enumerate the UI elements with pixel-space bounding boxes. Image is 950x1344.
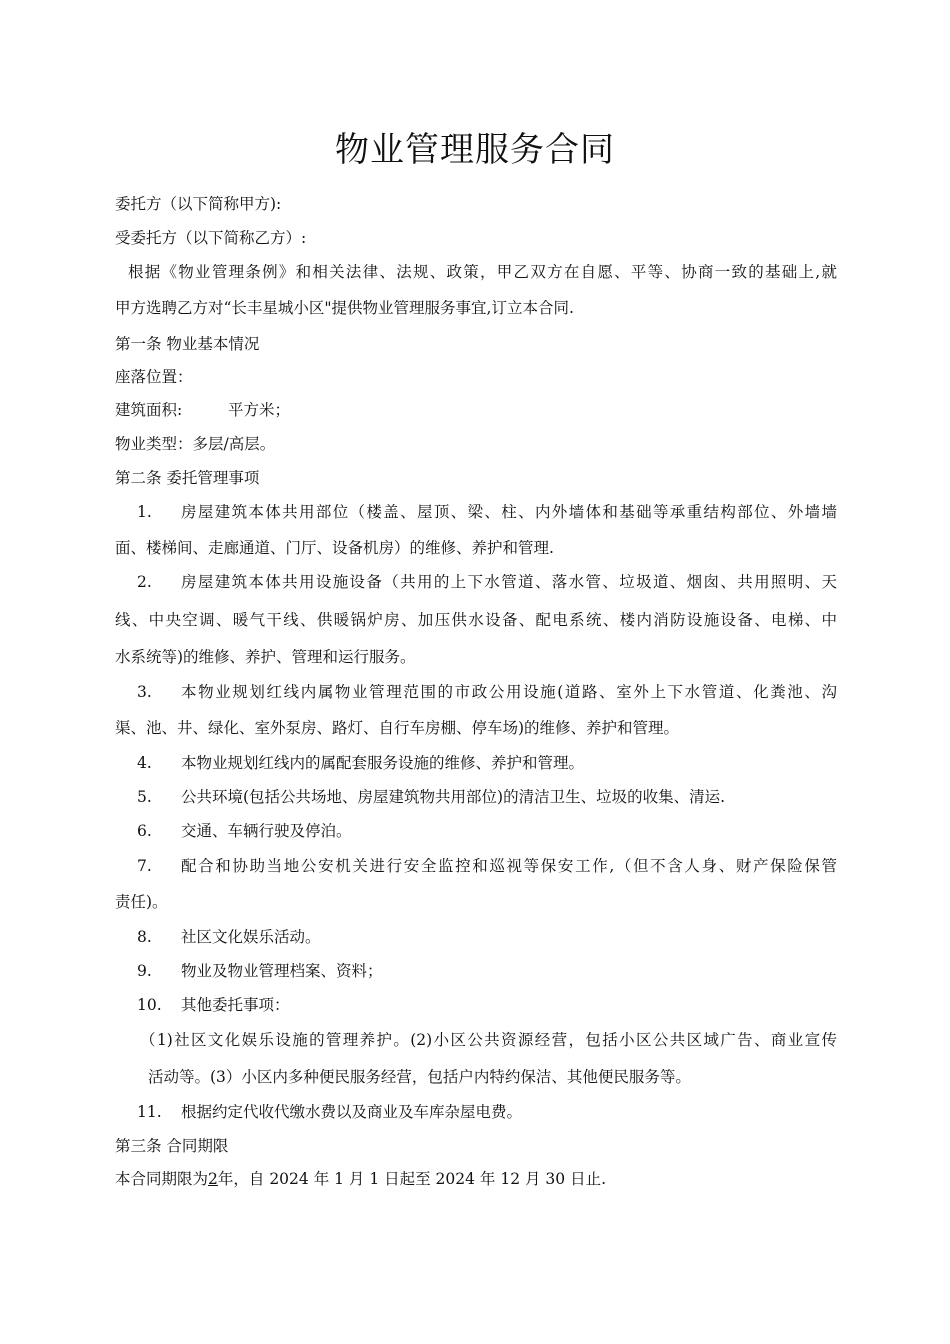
item-text: 房屋建筑本体共用部位（楼盖、屋顶、梁、柱、内外墙体和基础等承重结构部位、外墙墙 — [181, 503, 837, 521]
term-years: 2 — [208, 1170, 218, 1188]
article-1-heading: 第一条 物业基本情况 — [115, 335, 260, 353]
article-2-heading: 第二条 委托管理事项 — [115, 469, 260, 487]
item-text: 公共环境(包括公共场地、房屋建筑物共用部位)的清洁卫生、垃圾的收集、清运. — [181, 788, 726, 806]
party-b-line: 受委托方（以下简称乙方）: — [115, 229, 307, 247]
item-text: 本物业规划红线内属物业管理范围的市政公用设施(道路、室外上下水管道、化粪池、沟 — [181, 683, 837, 701]
item-text: 根据约定代收代缴水费以及商业及车库杂屋电费。 — [181, 1103, 523, 1121]
item-number: 5. — [137, 788, 152, 806]
area-label: 建筑面积: — [115, 401, 183, 419]
preamble-line-2: 甲方选聘乙方对“长丰星城小区"提供物业管理服务事宜,订立本合同. — [115, 299, 574, 317]
article-3-heading: 第三条 合同期限 — [115, 1137, 229, 1155]
term-line — [115, 1168, 606, 1190]
item-text: 配合和协助当地公安机关进行安全监控和巡视等保安工作,（但不含人身、财产保险保管 — [181, 857, 837, 875]
item-text: 本物业规划红线内的属配套服务设施的维修、养护和管理。 — [181, 754, 585, 772]
item-number: 7. — [137, 857, 152, 875]
item-text-continued: 面、楼梯间、走廊通道、门厅、设备机房）的维修、养护和管理. — [115, 539, 554, 557]
item-text: 物业及物业管理档案、资料； — [181, 962, 383, 980]
item-number: 2. — [137, 573, 152, 591]
item-text-continued: 水系统等)的维修、养护、管理和运行服务。 — [115, 648, 416, 666]
item-subtext: （1)社区文化娱乐设施的管理养护。(2)小区公共资源经营，包括小区公共区域广告、商业宣传 — [140, 1031, 837, 1049]
area-unit: 平方米； — [228, 401, 291, 419]
item-number: 8. — [137, 928, 152, 946]
party-a-line: 委托方（以下简称甲方): — [115, 195, 282, 213]
term-suffix: 年，自 2024 年 1 月 1 日起至 2024 年 12 月 30 日止. — [217, 1170, 607, 1188]
item-number: 6. — [137, 822, 152, 840]
document-title: 物业管理服务合同 — [335, 130, 615, 170]
property-type-line: 物业类型：多层/高层。 — [115, 435, 276, 453]
location-line: 座落位置： — [115, 368, 193, 386]
item-number: 9. — [137, 962, 152, 980]
item-text-continued: 线、中央空调、暖气干线、供暖锅炉房、加压供水设备、配电系统、楼内消防设施设备、电梯、中 — [115, 611, 837, 629]
item-subtext-continued: 活动等。(3）小区内多种便民服务经营，包括户内特约保洁、其他便民服务等。 — [148, 1068, 691, 1086]
item-text-continued: 责任)。 — [115, 893, 168, 911]
item-number: 11. — [137, 1103, 162, 1121]
item-text: 房屋建筑本体共用设施设备（共用的上下水管道、落水管、垃圾道、烟囱、共用照明、天 — [181, 573, 837, 591]
term-prefix: 本合同期限为 — [115, 1170, 209, 1188]
item-text: 社区文化娱乐活动。 — [181, 928, 321, 946]
item-number: 10. — [137, 996, 162, 1014]
item-text: 其他委托事项： — [181, 996, 290, 1014]
item-number: 4. — [137, 754, 152, 772]
item-text: 交通、车辆行驶及停泊。 — [181, 822, 352, 840]
item-text-continued: 渠、池、井、绿化、室外泵房、路灯、自行车房棚、停车场)的维修、养护和管理。 — [115, 719, 680, 737]
item-number: 3. — [137, 683, 152, 701]
item-number: 1. — [137, 503, 152, 521]
preamble-line-1: 根据《物业管理条例》和相关法律、法规、政策，甲乙双方在自愿、平等、协商一致的基础上,就 — [128, 263, 837, 281]
